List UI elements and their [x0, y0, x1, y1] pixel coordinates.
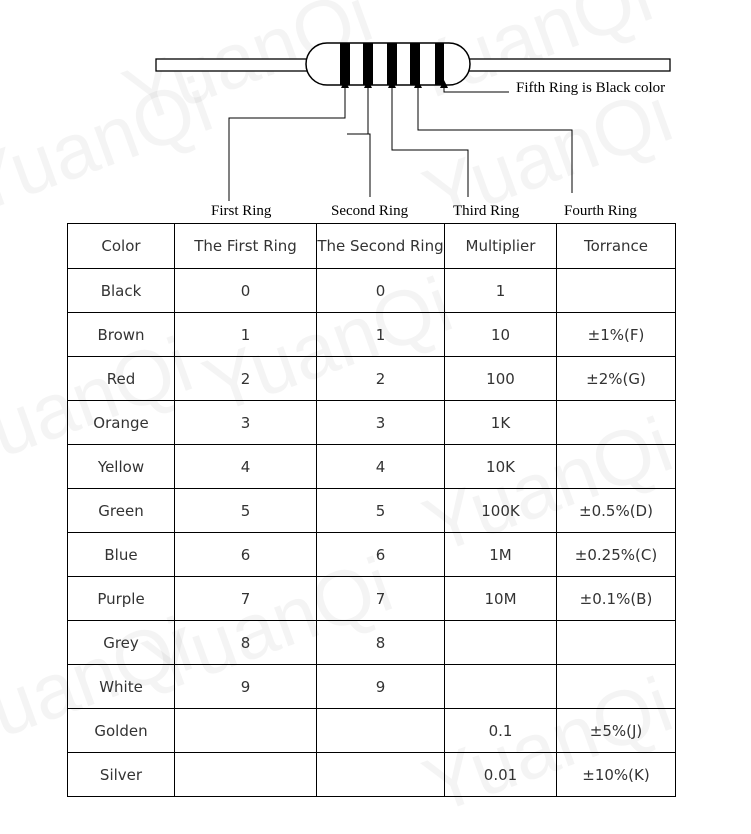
table-row [68, 269, 676, 313]
band-5 [435, 43, 444, 85]
third-ring-leader [392, 88, 468, 197]
table-cell: Grey [68, 621, 175, 665]
table-cell: 1 [317, 313, 445, 357]
table-cell: 10 [445, 313, 557, 357]
table-cell [557, 445, 676, 489]
table-cell: 9 [317, 665, 445, 709]
table-cell: Green [68, 489, 175, 533]
table-cell: 8 [317, 621, 445, 665]
table-cell: Yellow [68, 445, 175, 489]
table-cell: Golden [68, 709, 175, 753]
band-4 [410, 43, 420, 85]
table-cell: 6 [317, 533, 445, 577]
table-cell: 100 [445, 357, 557, 401]
table-cell: 10M [445, 577, 557, 621]
table-cell: 1 [445, 269, 557, 313]
table-cell: ±1%(F) [557, 313, 676, 357]
table-cell: White [68, 665, 175, 709]
table-cell [557, 665, 676, 709]
table-cell: 4 [317, 445, 445, 489]
table-row [68, 709, 676, 753]
resistor-left-lead [156, 59, 310, 71]
header-cell: Multiplier [445, 224, 557, 269]
table-cell: Blue [68, 533, 175, 577]
header-cell: Color [68, 224, 175, 269]
table-row [68, 533, 676, 577]
table-cell [445, 621, 557, 665]
table-cell: ±0.5%(D) [557, 489, 676, 533]
table-cell: 6 [175, 533, 317, 577]
color-code-table [67, 223, 676, 797]
table-cell: ±5%(J) [557, 709, 676, 753]
band-2 [363, 43, 373, 85]
table-cell: 0.01 [445, 753, 557, 797]
table-cell: Purple [68, 577, 175, 621]
table-row [68, 621, 676, 665]
table-cell: Red [68, 357, 175, 401]
band-1 [340, 43, 350, 85]
table-cell: 0 [175, 269, 317, 313]
first-ring-label: First Ring [211, 203, 272, 219]
second-ring-leader-b [368, 134, 370, 197]
header-cell: Torrance [557, 224, 676, 269]
table-cell [557, 269, 676, 313]
table-row [68, 313, 676, 357]
table-cell: 1 [175, 313, 317, 357]
table-cell [317, 709, 445, 753]
header-cell: The First Ring [175, 224, 317, 269]
table-cell [175, 753, 317, 797]
table-cell: 7 [317, 577, 445, 621]
table-cell: 4 [175, 445, 317, 489]
table-cell [445, 665, 557, 709]
band-3 [387, 43, 397, 85]
table-cell: ±2%(G) [557, 357, 676, 401]
table-cell: 1K [445, 401, 557, 445]
table-cell: ±0.25%(C) [557, 533, 676, 577]
table-cell: 3 [175, 401, 317, 445]
table-row [68, 665, 676, 709]
header-cell: The Second Ring [317, 224, 445, 269]
table-cell [557, 621, 676, 665]
table-row [68, 489, 676, 533]
table-cell [175, 709, 317, 753]
resistor-diagram [0, 0, 751, 222]
table-cell [557, 401, 676, 445]
table-cell: 3 [317, 401, 445, 445]
first-ring-leader [229, 88, 345, 201]
table-cell: 7 [175, 577, 317, 621]
table-cell: 9 [175, 665, 317, 709]
table-row [68, 445, 676, 489]
table-cell: 1M [445, 533, 557, 577]
table-cell: Black [68, 269, 175, 313]
table-cell: Silver [68, 753, 175, 797]
table-cell: 2 [317, 357, 445, 401]
table-cell: 10K [445, 445, 557, 489]
third-ring-label: Third Ring [453, 203, 520, 219]
resistor-right-lead [465, 59, 670, 71]
table-row [68, 577, 676, 621]
second-ring-leader-a [347, 88, 368, 134]
table-cell: Brown [68, 313, 175, 357]
table-cell: 5 [317, 489, 445, 533]
fourth-ring-leader [418, 88, 572, 193]
table-header-row [68, 224, 676, 269]
table-row [68, 357, 676, 401]
table-cell: ±0.1%(B) [557, 577, 676, 621]
fifth-ring-leader [444, 88, 509, 92]
table-cell: 8 [175, 621, 317, 665]
table-cell: ±10%(K) [557, 753, 676, 797]
fourth-ring-label: Fourth Ring [564, 203, 637, 219]
fifth-ring-label: Fifth Ring is Black color [516, 80, 666, 96]
table-row [68, 753, 676, 797]
table-cell: 100K [445, 489, 557, 533]
table-cell: 0.1 [445, 709, 557, 753]
table-cell: 2 [175, 357, 317, 401]
table-cell: 0 [317, 269, 445, 313]
table-row [68, 401, 676, 445]
second-ring-label: Second Ring [331, 203, 409, 219]
table-cell [317, 753, 445, 797]
table-cell: 5 [175, 489, 317, 533]
table-cell: Orange [68, 401, 175, 445]
